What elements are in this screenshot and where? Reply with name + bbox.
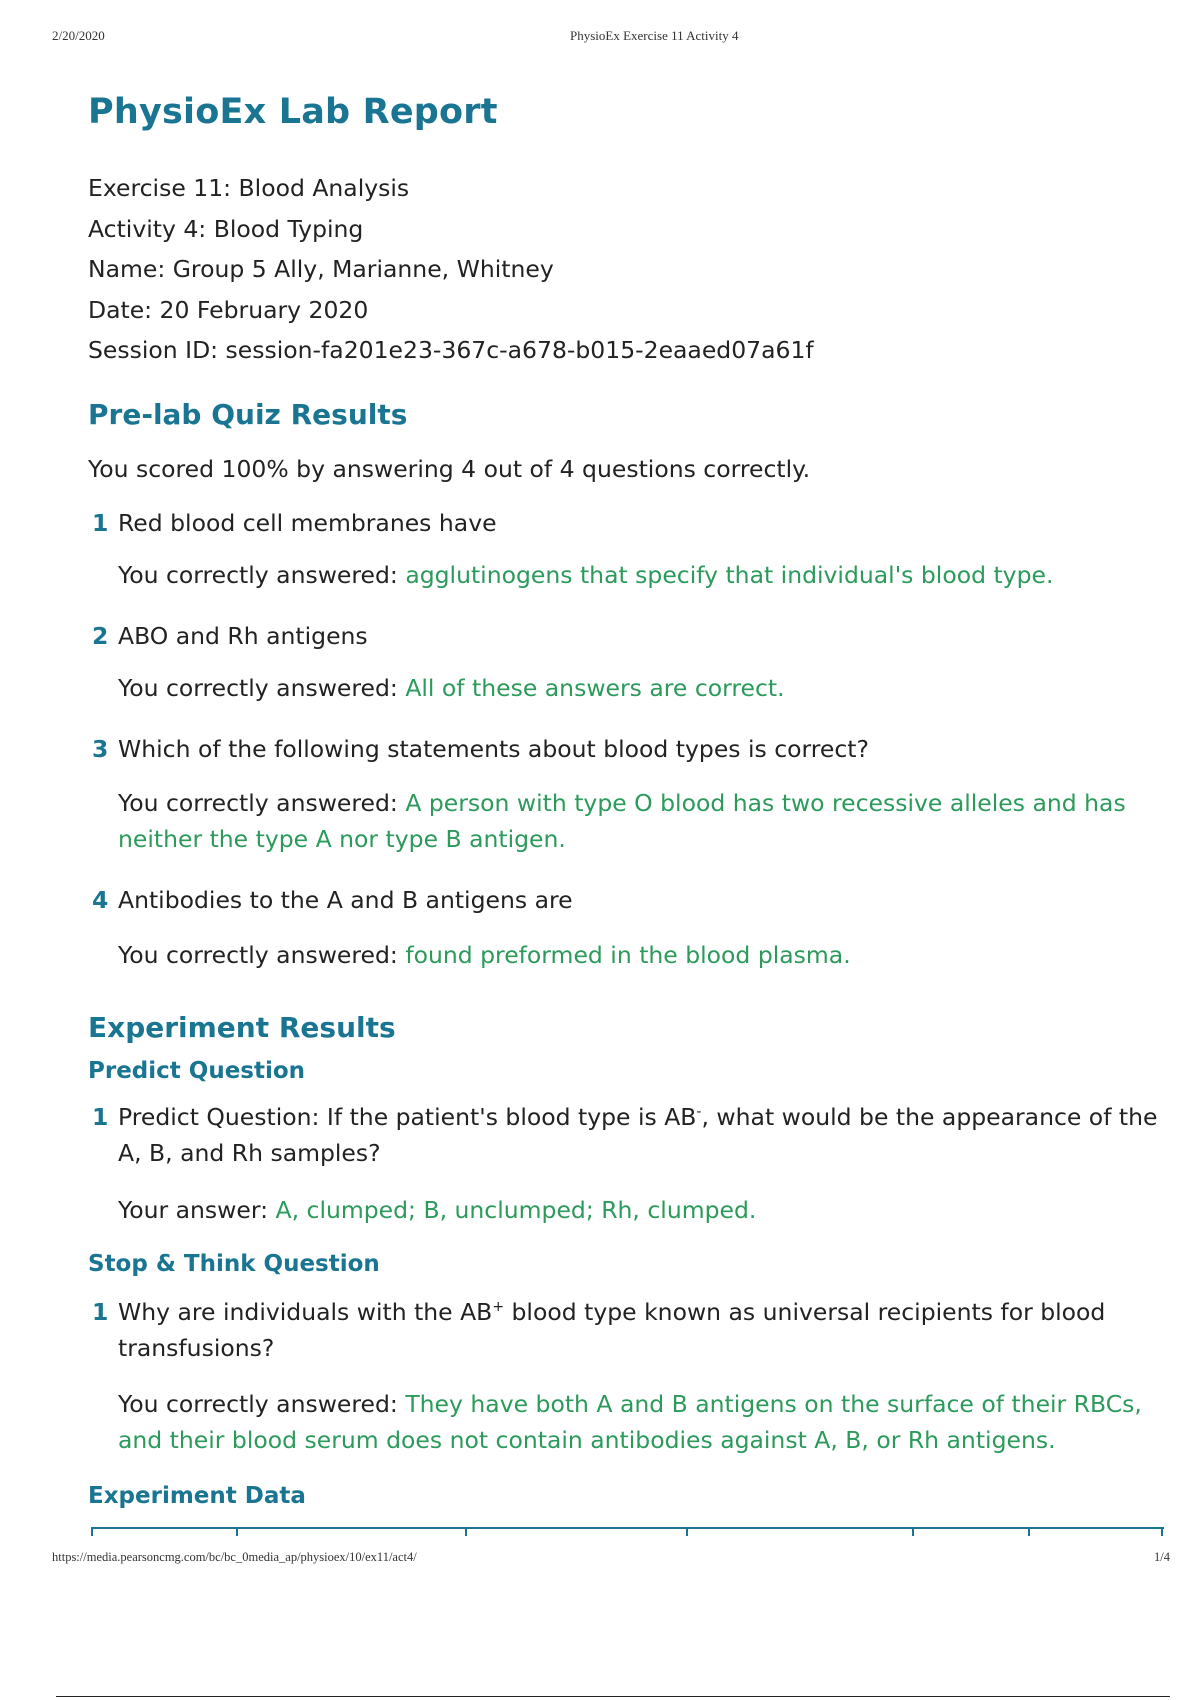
question-number: 3	[92, 735, 109, 763]
answer-value: They have both A and B antigens on the surface of their RBCs, and their blood serum does not contain antibodies against A, B, or Rh antigens.	[118, 1390, 1142, 1454]
table-column-divider	[912, 1527, 914, 1536]
answer-value: found preformed in the blood plasma.	[405, 941, 851, 969]
question-text: Predict Question: If the patient's blood type is AB-, what would be the appearance of the A, B, and Rh samples?	[118, 1103, 1158, 1167]
name-label: Name: Group 5 Ally, Marianne, Whitney	[88, 255, 554, 283]
table-column-divider	[686, 1527, 688, 1536]
predict-answer	[118, 1192, 1168, 1228]
question-number: 1	[92, 1103, 109, 1131]
print-date: 2/20/2020	[52, 28, 105, 43]
quiz-answer	[118, 785, 1168, 857]
answer-prefix: You correctly answered:	[118, 1390, 398, 1418]
report-title: PhysioEx Lab Report	[88, 92, 498, 132]
quiz-answer	[118, 670, 1168, 706]
page-bottom-rule	[56, 1696, 1170, 1697]
print-header	[52, 28, 1148, 48]
question-number: 1	[92, 1298, 109, 1326]
quiz-answer	[118, 557, 1168, 593]
answer-prefix: You correctly answered:	[118, 561, 398, 589]
quiz-question	[88, 731, 1168, 767]
quiz-question	[88, 505, 1168, 541]
experiment-data-heading: Experiment Data	[88, 1483, 306, 1509]
table-column-divider	[1161, 1527, 1163, 1536]
exercise-label: Exercise 11: Blood Analysis	[88, 174, 410, 202]
data-table-top-border	[91, 1527, 1164, 1529]
table-column-divider	[1028, 1527, 1030, 1536]
answer-prefix: You correctly answered:	[118, 674, 398, 702]
question-number: 2	[92, 622, 109, 650]
answer-prefix: Your answer:	[118, 1196, 269, 1224]
table-column-divider	[465, 1527, 467, 1536]
predict-heading: Predict Question	[88, 1058, 306, 1084]
question-number: 1	[92, 509, 109, 537]
print-title: PhysioEx Exercise 11 Activity 4	[570, 28, 739, 43]
answer-prefix: You correctly answered:	[118, 789, 398, 817]
quiz-question	[88, 882, 1168, 918]
answer-value: A person with type O blood has two recessive alleles and has neither the type A nor type B antigen.	[118, 789, 1126, 853]
stop-think-heading: Stop & Think Question	[88, 1251, 380, 1277]
table-column-divider	[91, 1527, 93, 1536]
question-text: Why are individuals with the AB+ blood type known as universal recipients for blood transfusions?	[118, 1298, 1106, 1362]
answer-value: agglutinogens that specify that individual's blood type.	[405, 561, 1054, 589]
predict-question	[88, 1099, 1168, 1171]
table-column-divider	[236, 1527, 238, 1536]
stop-think-question	[88, 1294, 1168, 1366]
activity-label: Activity 4: Blood Typing	[88, 214, 364, 243]
question-text: Red blood cell membranes have	[118, 509, 497, 537]
question-text: ABO and Rh antigens	[118, 622, 368, 650]
experiment-heading: Experiment Results	[88, 1011, 396, 1044]
question-number: 4	[92, 886, 109, 914]
prelab-score: You scored 100% by answering 4 out of 4 questions correctly.	[88, 455, 811, 483]
date-label: Date: 20 February 2020	[88, 295, 369, 324]
answer-prefix: You correctly answered:	[118, 941, 398, 969]
prelab-heading: Pre-lab Quiz Results	[88, 398, 408, 431]
page-number: 1/4	[1154, 1550, 1170, 1564]
stop-think-answer	[118, 1386, 1168, 1458]
question-text: Antibodies to the A and B antigens are	[118, 886, 573, 914]
quiz-question	[88, 618, 1168, 654]
print-url: https://media.pearsoncmg.com/bc/bc_0media_ap/physioex/10/ex11/act4/	[52, 1550, 417, 1564]
answer-value: A, clumped; B, unclumped; Rh, clumped.	[275, 1196, 757, 1224]
answer-value: All of these answers are correct.	[405, 674, 785, 702]
report-meta	[88, 168, 814, 371]
question-text: Which of the following statements about blood types is correct?	[118, 735, 869, 763]
quiz-answer	[118, 937, 1168, 973]
session-label: Session ID: session-fa201e23-367c-a678-b015-2eaaed07a61f	[88, 336, 814, 364]
